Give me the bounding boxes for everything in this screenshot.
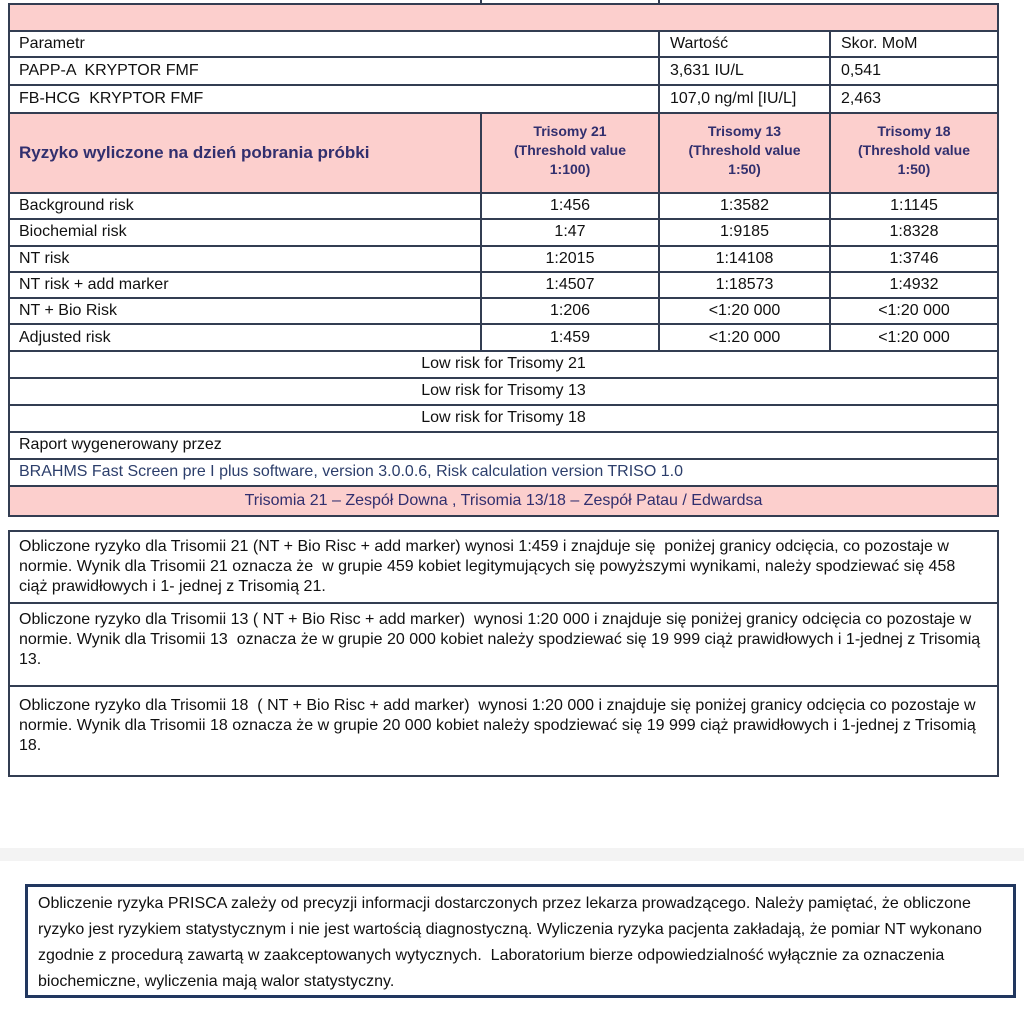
risk-label: NT + Bio Risk: [19, 302, 117, 320]
disclaimer-text: Obliczenie ryzyka PRISCA zależy od precyzji informacji dostarczonych przez lekarza prowadzącego. Należy pamiętać, że obliczone ryzyko jest ryzykiem statystycznym i nie jest wartością diagnostyczną. Wyliczenia ryzyka pacjenta zakładają, że pomiar NT wykonano zgodnie z procedurą zawartą w zaakceptowanych wytycznych. Laboratorium bierze odpowiedzialność wyłącznie za oznaczenia biochemiczne, wyliczenia mają walor statystyczny.: [38, 895, 987, 990]
col-header-skor-mom: Skor. MoM: [829, 32, 997, 56]
trisomy-21-threshold: (Threshold value 1:100): [513, 141, 630, 177]
results-table: [8, 3, 999, 517]
col-header-trisomy-13: [658, 114, 829, 192]
risk-t13: <1:20 000: [658, 325, 829, 349]
risk-t13: 1:9185: [658, 220, 829, 244]
explanation-trisomy-18: Obliczone ryzyko dla Trisomii 18 ( NT + Bio Risc + add marker) wynosi 1:20 000 i znajduje się poniżej granicy odcięcia co pozostaje w normie. Wynik dla Trisomii 18 oznacza że w grupie 20 000 kobiet należy spodziewać się 19 999 ciąż prawidłowych i 1-jednej z Trisomią 18.: [19, 697, 981, 754]
parameters-header-row: [10, 32, 997, 58]
param-name: FB-HCG KRYPTOR FMF: [19, 90, 204, 107]
risk-label: Biochemial risk: [19, 223, 127, 241]
risk-t13: <1:20 000: [658, 299, 829, 323]
risk-table-title: Ryzyko wyliczone na dzień pobrania próbki: [19, 142, 370, 162]
risk-t13: 1:14108: [658, 247, 829, 271]
col-header-wartosc: Wartość: [658, 32, 829, 56]
risk-t21: 1:2015: [480, 247, 658, 271]
risk-explanations: [8, 530, 999, 777]
col-header-trisomy-18: [829, 114, 997, 192]
report-generated-by-label: Raport wygenerowany przez: [10, 433, 997, 460]
param-value: 3,631 IU/L: [658, 58, 829, 84]
table-row-nt-bio-risk: [10, 299, 997, 325]
risk-t18: 1:4932: [829, 273, 997, 297]
syndromes-note-band: Trisomia 21 – Zespół Downa , Trisomia 13/18 – Zespół Patau / Edwardsa: [10, 487, 997, 515]
risk-t21: 1:47: [480, 220, 658, 244]
table-row-background-risk: [10, 194, 997, 220]
risk-label: NT risk + add marker: [19, 276, 169, 294]
risk-t18: 1:1145: [829, 194, 997, 218]
table-row-pappa: [10, 58, 997, 86]
risk-t18: 1:8328: [829, 220, 997, 244]
param-name: PAPP-A KRYPTOR FMF: [19, 62, 199, 79]
page-break-band: [0, 848, 1024, 861]
param-value: 107,0 ng/ml [IU/L]: [658, 86, 829, 112]
risk-label: NT risk: [19, 249, 70, 267]
risk-t21: 1:4507: [480, 273, 658, 297]
explanation-trisomy-21: Obliczone ryzyko dla Trisomii 21 (NT + Bio Risc + add marker) wynosi 1:459 i znajduje się poniżej granicy odcięcia, co pozostaje w normie. Wynik dla Trisomii 21 oznacza że w grupie 459 kobiet legitymujących się powyższymi wynikami, należy spodziewać się 458 ciąż prawidłowych i 1- jednej z Trisomią 21.: [10, 532, 997, 604]
conclusion-trisomy-13: Low risk for Trisomy 13: [10, 379, 997, 406]
top-pink-band: [10, 5, 997, 32]
param-mom: 0,541: [829, 58, 997, 84]
explanation-trisomy-13: Obliczone ryzyko dla Trisomii 13 ( NT + Bio Risc + add marker) wynosi 1:20 000 i znajduje się poniżej granicy odcięcia co pozostaje w normie. Wynik dla Trisomii 13 oznacza że w grupie 20 000 kobiet należy spodziewać się 19 999 ciąż prawidłowych i 1-jednej z Trisomią 13.: [10, 604, 997, 687]
conclusion-trisomy-21: Low risk for Trisomy 21: [10, 352, 997, 379]
disclaimer-box: [25, 884, 1016, 998]
table-row-nt-risk: [10, 247, 997, 273]
col-header-parametr: Parametr: [19, 35, 85, 52]
table-row-fbhcg: [10, 86, 997, 114]
trisomy-18-label: Trisomy 18: [877, 123, 951, 139]
risk-label: Background risk: [19, 197, 134, 215]
trisomy-18-threshold: (Threshold value 1:50): [857, 141, 974, 177]
trisomy-13-label: Trisomy 13: [707, 123, 782, 139]
risk-t18: <1:20 000: [829, 325, 997, 349]
trisomy-13-threshold: (Threshold value 1:50): [688, 141, 805, 177]
software-version-text: BRAHMS Fast Screen pre I plus software, version 3.0.0.6, Risk calculation version TRISO 1.0: [10, 460, 997, 487]
table-row-adjusted-risk: [10, 325, 997, 351]
table-row-biochemial-risk: [10, 220, 997, 246]
col-header-trisomy-21: [480, 114, 658, 192]
table-row-nt-risk-add-marker: [10, 273, 997, 299]
risk-label: Adjusted risk: [19, 328, 111, 346]
risk-t13: 1:18573: [658, 273, 829, 297]
risk-t18: 1:3746: [829, 247, 997, 271]
risk-t18: <1:20 000: [829, 299, 997, 323]
risk-t21: 1:206: [480, 299, 658, 323]
risk-table-header-row: [10, 114, 997, 194]
risk-t21: 1:456: [480, 194, 658, 218]
conclusion-trisomy-18: Low risk for Trisomy 18: [10, 406, 997, 433]
risk-t13: 1:3582: [658, 194, 829, 218]
risk-t21: 1:459: [480, 325, 658, 349]
param-mom: 2,463: [829, 86, 997, 112]
trisomy-21-label: Trisomy 21: [533, 123, 607, 139]
